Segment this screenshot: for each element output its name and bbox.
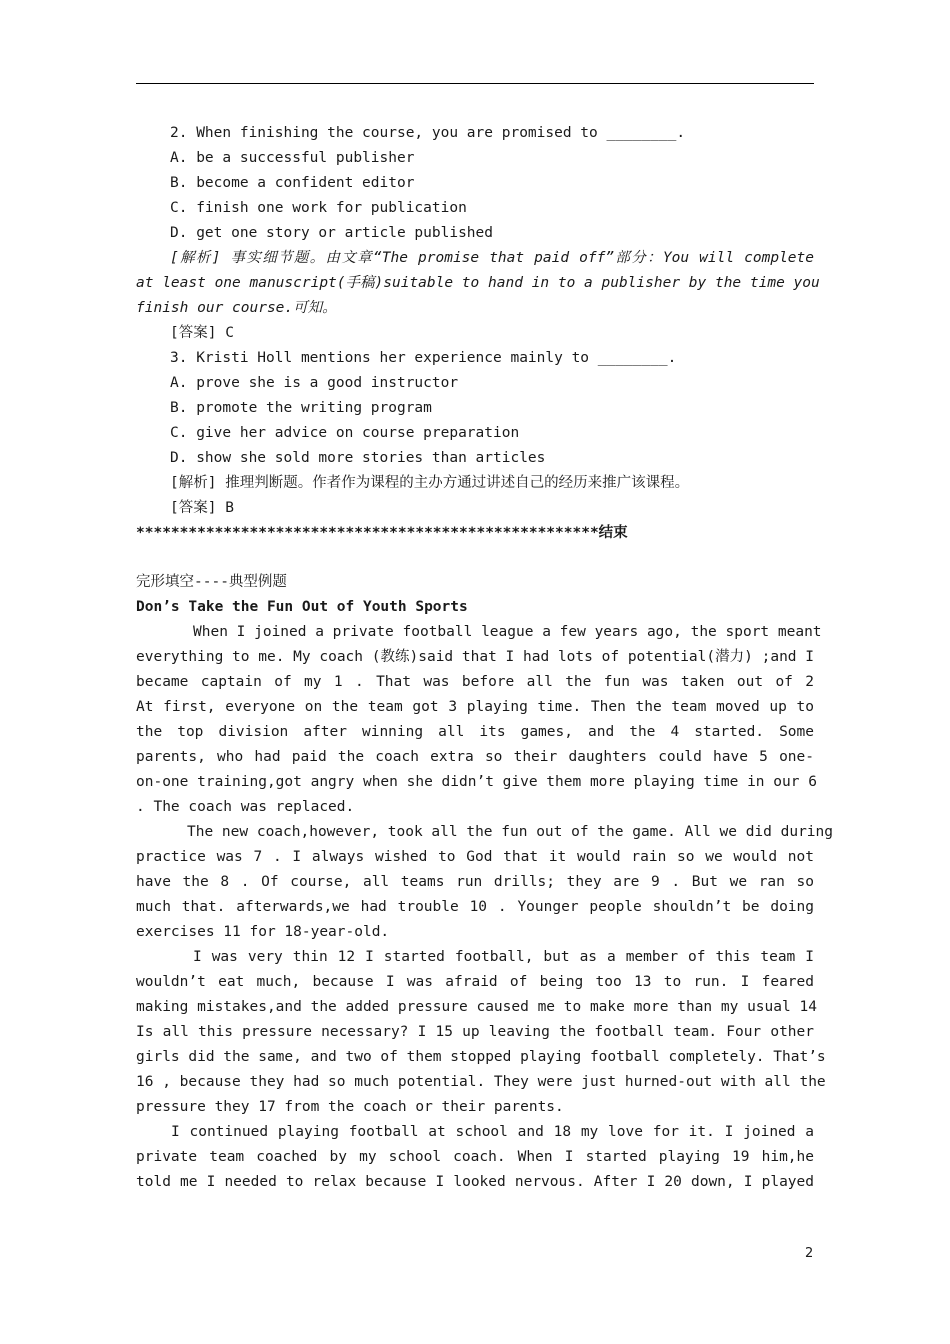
passage-line: pressure they 17 from the coach or their parents. bbox=[136, 1098, 564, 1115]
passage-line: When I joined a private football league a few years ago, the sport meant bbox=[193, 624, 822, 641]
q3-answer: [答案] B bbox=[170, 499, 234, 516]
passage-line: I continued playing football at school and 18 my love for it. I joined a bbox=[171, 1123, 814, 1140]
q2-analysis-line-1: [解析] 事实细节题。由文章“The promise that paid off”部分：You will complete bbox=[170, 249, 814, 266]
q2-option-c: C. finish one work for publication bbox=[170, 199, 467, 216]
passage-line: The new coach,however, took all the fun out of the game. All we did during bbox=[187, 824, 834, 841]
q2-option-b: B. become a confident editor bbox=[170, 174, 415, 191]
passage-line: told me I needed to relax because I looked nervous. After I 20 down, I played bbox=[136, 1173, 814, 1190]
page-content bbox=[136, 121, 834, 1195]
passage-line: exercises 11 for 18-year-old. bbox=[136, 924, 390, 940]
passage-line: everything to me. My coach (教练)said that I had lots of potential(潜力) ;and I bbox=[136, 649, 814, 666]
passage-line: private team coached by my school coach. When I started playing 19 him,he bbox=[136, 1148, 814, 1165]
question-2-stem: 2. When finishing the course, you are promised to ________. bbox=[170, 125, 686, 141]
q3-option-a: A. prove she is a good instructor bbox=[170, 374, 459, 391]
page-number: 2 bbox=[805, 1246, 814, 1261]
passage-line: became captain of my 1 . That was before all the fun was taken out of 2 bbox=[136, 674, 814, 691]
passage-line: making mistakes,and the added pressure caused me to make more than my usual 14 bbox=[136, 998, 817, 1015]
q3-analysis: [解析] 推理判断题。作者作为课程的主办方通过讲述自己的经历来推广该课程。 bbox=[170, 474, 690, 491]
passage-line: the top division after winning all its games, and the 4 started. Some bbox=[136, 724, 814, 741]
passage-line: wouldn’t eat much, because I was afraid of being too 13 to run. I feared bbox=[136, 973, 814, 990]
header-rule bbox=[136, 83, 814, 84]
passage-line: much that. afterwards,we had trouble 10 . Younger people shouldn’t be doing bbox=[136, 899, 814, 916]
passage-line: Is all this pressure necessary? I 15 up leaving the football team. Four other bbox=[136, 1023, 814, 1040]
q2-analysis-line-3: finish our course.可知。 bbox=[136, 299, 337, 316]
q3-option-c: C. give her advice on course preparation bbox=[170, 424, 520, 441]
end-marker: *****************************************************结束 bbox=[136, 524, 628, 541]
section-title: 完形填空----典型例题 bbox=[136, 574, 287, 591]
passage-line: have the 8 . Of course, all teams run drills; they are 9 . But we ran so bbox=[136, 874, 814, 891]
passage-line: parents, who had paid the coach extra so their daughters could have 5 one- bbox=[136, 749, 814, 766]
passage-line: on-one training,got angry when she didn’t give them more playing time in our 6 bbox=[136, 774, 817, 791]
passage-title: Don’s Take the Fun Out of Youth Sports bbox=[136, 599, 468, 616]
passage-line: 16 , because they had so much potential. They were just hurned-out with all the bbox=[136, 1073, 826, 1090]
q2-analysis-line-2: at least one manuscript(手稿)suitable to hand in to a publisher by the time you bbox=[136, 274, 820, 291]
q2-option-d: D. get one story or article published bbox=[170, 224, 494, 241]
passage-line: . The coach was replaced. bbox=[136, 799, 355, 816]
q3-option-b: B. promote the writing program bbox=[170, 399, 432, 416]
passage-line: I was very thin 12 I started football, but as a member of this team I bbox=[193, 948, 814, 965]
q3-option-d: D. show she sold more stories than articles bbox=[170, 449, 546, 466]
passage-line: At first, everyone on the team got 3 playing time. Then the team moved up to bbox=[136, 699, 814, 716]
q2-option-a: A. be a successful publisher bbox=[170, 149, 415, 166]
passage-line: girls did the same, and two of them stopped playing football completely. That’s bbox=[136, 1048, 826, 1065]
question-3-stem: 3. Kristi Holl mentions her experience mainly to ________. bbox=[170, 349, 677, 366]
passage-line: practice was 7 . I always wished to God that it would rain so we would not bbox=[136, 849, 814, 866]
q2-answer: [答案] C bbox=[170, 324, 234, 341]
